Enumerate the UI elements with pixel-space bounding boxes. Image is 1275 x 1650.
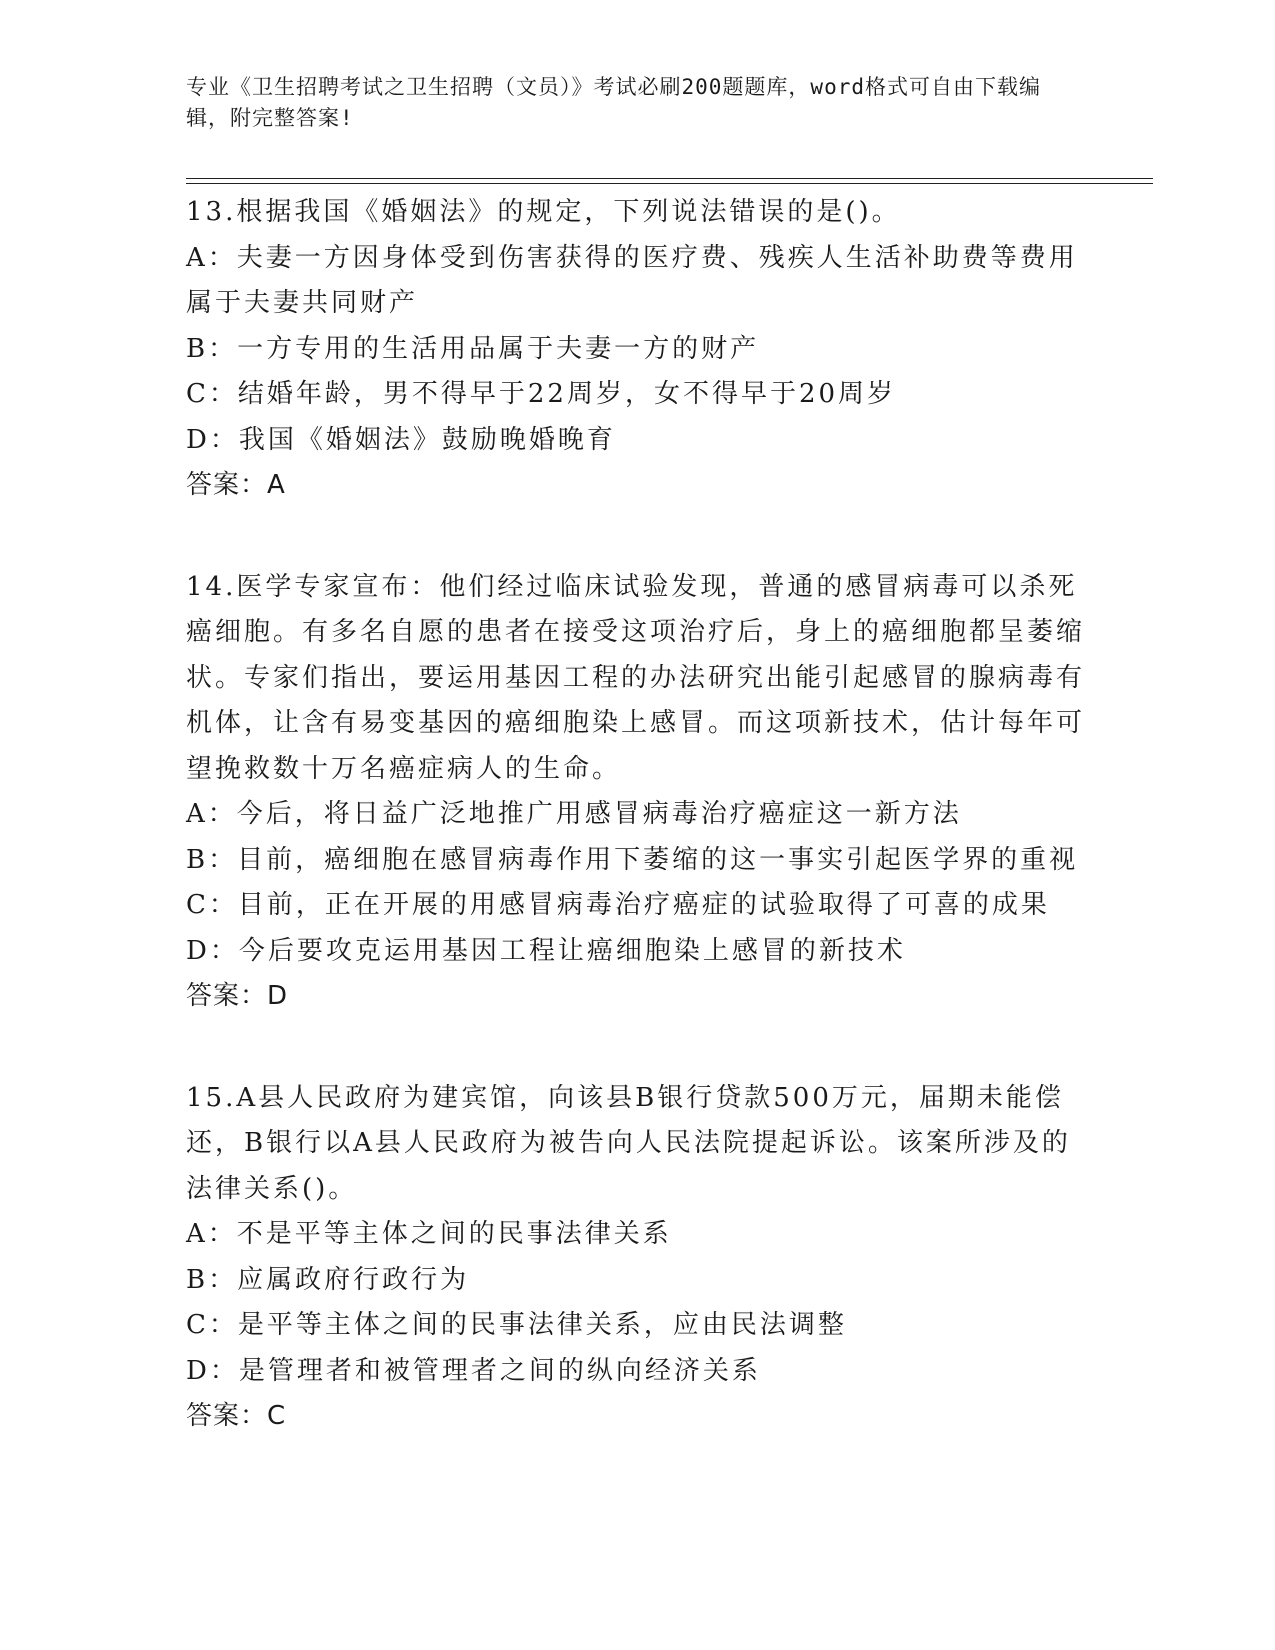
question-13 <box>186 190 1086 509</box>
option-d: D：我国《婚姻法》鼓励晚婚晚育 <box>186 424 616 455</box>
option-c: C：目前，正在开展的用感冒病毒治疗癌症的试验取得了可喜的成果 <box>186 890 1050 920</box>
option-c: C：是平等主体之间的民事法律关系，应由民法调整 <box>186 1310 847 1340</box>
document-header: 专业《卫生招聘考试之卫生招聘（文员）》考试必刷200题题库，word格式可自由下载编辑，附完整答案! <box>186 75 1041 130</box>
option-a: A：不是平等主体之间的民事法律关系 <box>186 1219 672 1249</box>
header-divider-top <box>186 178 1153 179</box>
option-b: B：目前，癌细胞在感冒病毒作用下萎缩的这一事实引起医学界的重视 <box>186 844 1079 875</box>
question-list <box>186 190 1086 1496</box>
question-15 <box>186 1076 1086 1440</box>
question-stem: 13.根据我国《婚姻法》的规定，下列说法错误的是()。 <box>186 197 901 227</box>
option-d: D：今后要攻克运用基因工程让癌细胞染上感冒的新技术 <box>186 935 906 966</box>
answer-label: 答案：D <box>186 981 289 1011</box>
question-stem: 15.A县人民政府为建宾馆，向该县B银行贷款500万元，届期未能偿还，B银行以A县人民政府为被告向人民法院提起诉讼。该案所涉及的法律关系()。 <box>186 1082 1071 1204</box>
header-divider-bottom <box>186 183 1153 184</box>
option-b: B：应属政府行政行为 <box>186 1264 470 1295</box>
answer-label: 答案：A <box>186 470 286 500</box>
option-a: A：夫妻一方因身体受到伤害获得的医疗费、残疾人生活补助费等费用属于夫妻共同财产 <box>186 242 1078 318</box>
option-a: A：今后，将日益广泛地推广用感冒病毒治疗癌症这一新方法 <box>186 799 962 829</box>
question-stem: 14.医学专家宣布：他们经过临床试验发现，普通的感冒病毒可以杀死癌细胞。有多名自愿的患者在接受这项治疗后，身上的癌细胞都呈萎缩状。专家们指出，要运用基因工程的办法研究出能引起感冒的腺病毒有机体，让含有易变基因的癌细胞染上感冒。而这项新技术，估计每年可望挽救数十万名癌症病人的生命。 <box>186 571 1086 784</box>
option-d: D：是管理者和被管理者之间的纵向经济关系 <box>186 1355 761 1386</box>
option-c: C：结婚年龄，男不得早于22周岁，女不得早于20周岁 <box>186 379 897 409</box>
option-b: B：一方专用的生活用品属于夫妻一方的财产 <box>186 333 760 364</box>
question-14 <box>186 565 1086 1020</box>
answer-label: 答案：C <box>186 1401 287 1431</box>
